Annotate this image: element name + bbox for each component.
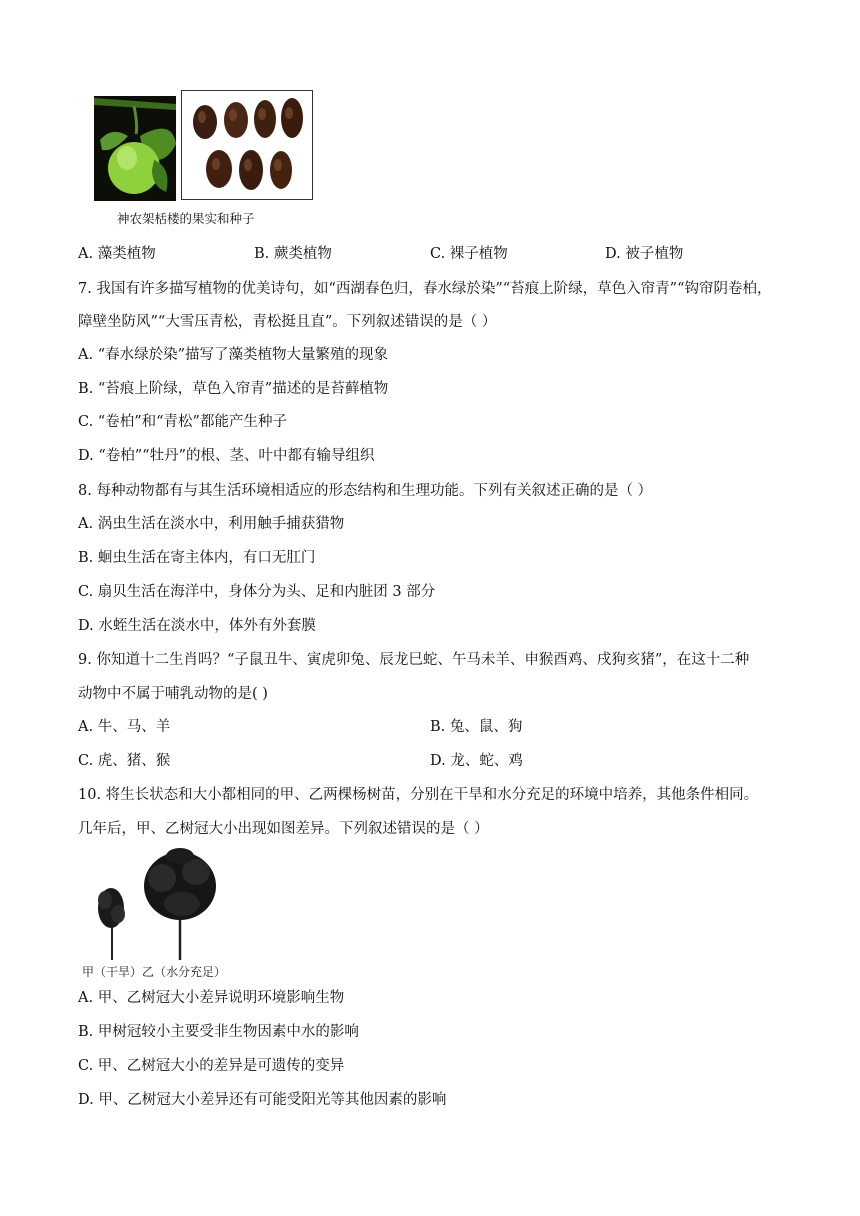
q6-options [78, 244, 778, 264]
q7-option-b: B. “苔痕上阶绿，草色入帘青”描述的是苔藓植物 [78, 381, 389, 397]
q8-option-b: B. 蛔虫生活在寄主体内，有口无肛门 [78, 550, 316, 566]
seeds-photo [181, 90, 313, 200]
q7-option-c: C. “卷柏”和“青松”都能产生种子 [78, 414, 287, 430]
q10-option-a: A. 甲、乙树冠大小差异说明环境影响生物 [78, 990, 345, 1006]
q8-stem: 8. 每种动物都有与其生活环境相适应的形态结构和生理功能。下列有关叙述正确的是（ ） [78, 483, 653, 499]
q7-option-a: A. “春水绿於染”描写了藻类植物大量繁殖的现象 [78, 347, 389, 363]
q8-option-d: D. 水蛭生活在淡水中，体外有外套膜 [78, 618, 316, 634]
q8-option-a: A. 涡虫生活在淡水中，利用触手捕获猎物 [78, 516, 345, 532]
q7-option-d: D. “卷柏”“牡丹”的根、茎、叶中都有输导组织 [78, 448, 375, 464]
q10-stem-line1: 10. 将生长状态和大小都相同的甲、乙两棵杨树苗，分别在干旱和水分充足的环境中培养，其他条件相同。 [78, 787, 759, 803]
q6-option-b: B. 蕨类植物 [254, 246, 332, 262]
fruit-photo [94, 96, 176, 201]
q9-option-a: A. 牛、马、羊 [78, 719, 171, 735]
q10-option-b: B. 甲树冠较小主要受非生物因素中水的影响 [78, 1024, 359, 1040]
q9-stem-line2: 动物中不属于哺乳动物的是( ) [78, 686, 268, 702]
q7-stem-line1: 7. 我国有许多描写植物的优美诗句，如“西湖春色归，春水绿於染”“苔痕上阶绿，草色入帘青”“钩帘阴卷柏， [78, 281, 772, 297]
q6-option-a: A. 藻类植物 [78, 246, 156, 262]
q9-option-d: D. 龙、蛇、鸡 [430, 753, 523, 769]
q10-stem-line2: 几年后，甲、乙树冠大小出现如图差异。下列叙述错误的是（ ） [78, 821, 489, 837]
q10-option-d: D. 甲、乙树冠大小差异还有可能受阳光等其他因素的影响 [78, 1092, 447, 1108]
trees-illustration [82, 848, 232, 963]
q9-options-row2 [78, 751, 778, 771]
q10-option-c: C. 甲、乙树冠大小的差异是可遗传的变异 [78, 1058, 345, 1074]
figure-caption: 神农架栝楼的果实和种子 [117, 211, 255, 226]
q9-option-c: C. 虎、猪、猴 [78, 753, 171, 769]
q6-option-d: D. 被子植物 [605, 246, 684, 262]
q8-option-c: C. 扇贝生活在海洋中，身体分为头、足和内脏团 3 部分 [78, 584, 436, 600]
q6-option-c: C. 裸子植物 [430, 246, 508, 262]
q9-options-row1 [78, 717, 778, 737]
trees-caption: 甲（干旱）乙（水分充足） [82, 965, 227, 979]
q9-stem-line1: 9. 你知道十二生肖吗？“子鼠丑牛、寅虎卯兔、辰龙巳蛇、午马未羊、申猴酉鸡、戌狗亥猪”，在这十二种 [78, 652, 750, 668]
q7-stem-line2: 障壁坐防风”“大雪压青松，青松挺且直”。下列叙述错误的是（ ） [78, 314, 497, 330]
q9-option-b: B. 兔、鼠、狗 [430, 719, 523, 735]
